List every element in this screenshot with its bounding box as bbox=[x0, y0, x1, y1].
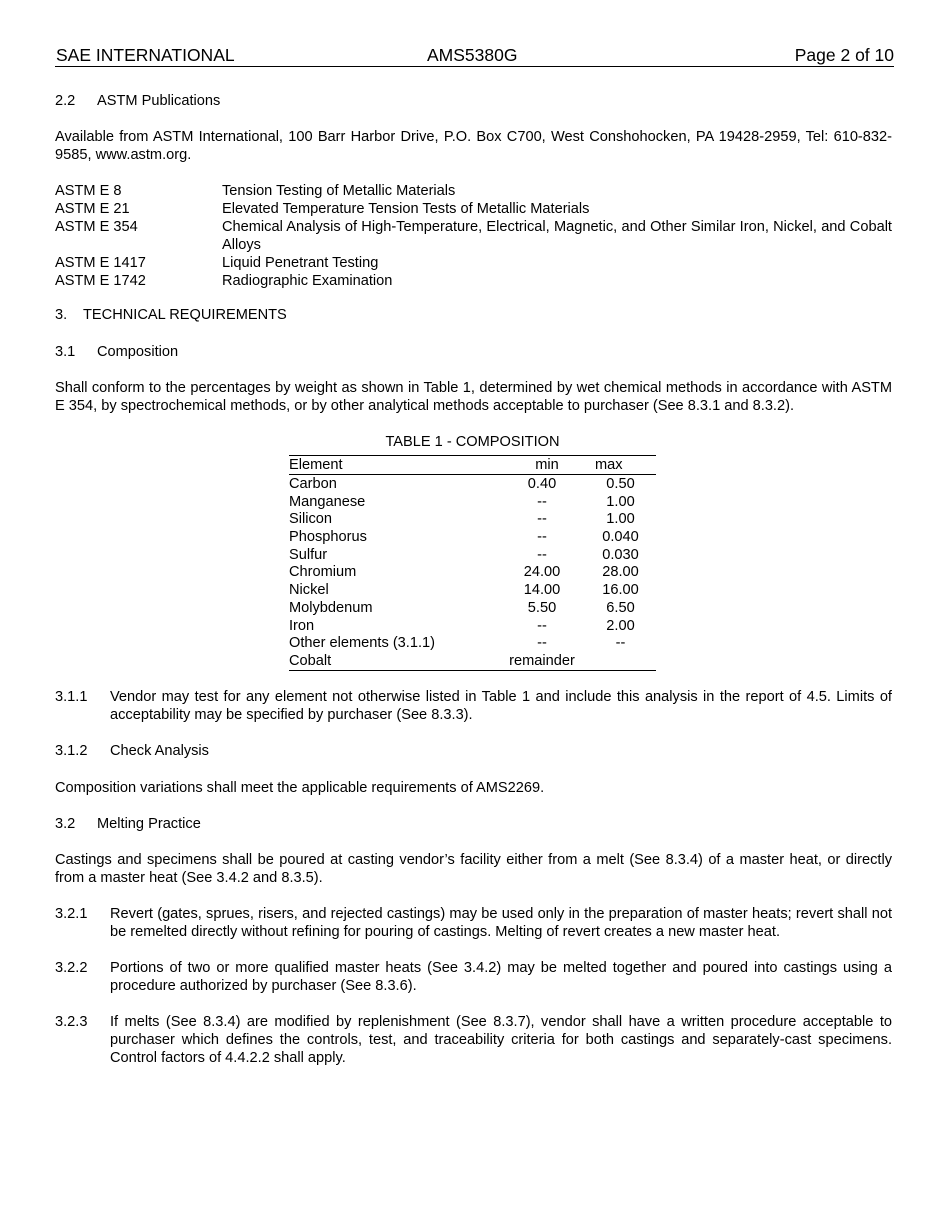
element-cell: Other elements (3.1.1) bbox=[289, 635, 436, 652]
element-cell: Molybdenum bbox=[289, 599, 373, 616]
section-number: 2.2 bbox=[55, 93, 76, 109]
astm-availability-paragraph: Available from ASTM International, 100 Barr Harbor Drive, P.O. Box C700, West Conshohocken, PA 19428-2959, Tel: 610-832-9585, www.astm.org. bbox=[55, 129, 892, 163]
section-number: 3.1.1 bbox=[55, 689, 88, 705]
section-number: 3.2.1 bbox=[55, 906, 88, 922]
section-number: 3.2.2 bbox=[55, 960, 88, 976]
table-row bbox=[289, 617, 656, 635]
section-number: 3. bbox=[55, 307, 68, 323]
reference-code: ASTM E 354 bbox=[55, 219, 138, 235]
section-number: 3.2.3 bbox=[55, 1014, 88, 1030]
section-3-1-2-heading bbox=[55, 742, 892, 760]
section-3-2-heading bbox=[55, 815, 892, 833]
reference-code: ASTM E 1417 bbox=[55, 255, 146, 271]
reference-code: ASTM E 21 bbox=[55, 201, 130, 217]
table-caption: TABLE 1 - COMPOSITION bbox=[385, 434, 560, 450]
table-row bbox=[289, 528, 656, 546]
table-row bbox=[289, 634, 656, 652]
melting-practice-paragraph: Castings and specimens shall be poured at casting vendor’s facility either from a melt (See 8.3.4) of a master heat, or directly from a master heat (See 3.4.2 and 8.3.5). bbox=[55, 852, 892, 886]
max-cell: 0.030 bbox=[602, 546, 639, 563]
min-cell: -- bbox=[537, 511, 547, 528]
reference-code: ASTM E 8 bbox=[55, 183, 122, 199]
section-title: Melting Practice bbox=[97, 816, 201, 832]
column-header-min: min bbox=[535, 457, 559, 473]
element-cell: Silicon bbox=[289, 511, 332, 528]
header-organization: SAE INTERNATIONAL bbox=[56, 45, 235, 65]
section-number: 3.2 bbox=[55, 816, 76, 832]
element-cell: Iron bbox=[289, 617, 315, 634]
section-text: If melts (See 8.3.4) are modified by replenishment (See 8.3.7), vendor shall have a written procedure acceptable to purchaser which defines the controls, test, and traceability criteria for both castings and separately-cast specimens. Control factors of 4.4.2.2 shall apply. bbox=[110, 1014, 892, 1066]
reference-item bbox=[55, 200, 892, 218]
min-cell: -- bbox=[537, 546, 547, 563]
element-cell: Nickel bbox=[289, 582, 329, 599]
reference-title: Radiographic Examination bbox=[222, 273, 393, 289]
table-header-row bbox=[289, 456, 656, 475]
max-cell: -- bbox=[615, 635, 626, 652]
table-row bbox=[289, 581, 656, 599]
reference-item bbox=[55, 254, 892, 272]
reference-title: Tension Testing of Metallic Materials bbox=[222, 183, 456, 199]
section-title: TECHNICAL REQUIREMENTS bbox=[83, 307, 287, 323]
header-page-number: Page 2 of 10 bbox=[794, 45, 894, 65]
section-3-2-3 bbox=[55, 1013, 892, 1067]
astm-reference-list bbox=[55, 182, 892, 290]
section-2-2-heading bbox=[55, 92, 892, 110]
min-cell: -- bbox=[537, 635, 547, 652]
max-cell: 16.00 bbox=[602, 582, 639, 599]
section-3-1-1 bbox=[55, 688, 892, 724]
column-header-element: Element bbox=[289, 457, 343, 473]
table-row bbox=[289, 493, 656, 511]
max-cell: 6.50 bbox=[606, 599, 635, 616]
min-cell: -- bbox=[537, 493, 547, 510]
element-cell: Cobalt bbox=[289, 652, 332, 669]
min-cell: 0.40 bbox=[527, 476, 557, 492]
max-cell: 1.00 bbox=[606, 511, 635, 528]
table-row bbox=[289, 599, 656, 617]
page-header bbox=[55, 44, 894, 67]
reference-title: Chemical Analysis of High-Temperature, Electrical, Magnetic, and Other Similar Iron, Nickel, and Cobalt Alloys bbox=[222, 219, 892, 253]
table-row bbox=[289, 546, 656, 564]
section-3-2-1 bbox=[55, 905, 892, 941]
reference-item bbox=[55, 182, 892, 200]
min-cell: 14.00 bbox=[523, 582, 561, 599]
element-cell: Sulfur bbox=[289, 546, 328, 563]
section-text: Revert (gates, sprues, risers, and rejected castings) may be used only in the preparation of master heats; revert shall not be remelted directly without refining for pouring of castings. Melting of revert creates a new master heat. bbox=[110, 906, 892, 940]
min-cell: -- bbox=[537, 617, 547, 634]
section-number: 3.1.2 bbox=[55, 743, 88, 759]
max-cell: 28.00 bbox=[602, 564, 639, 581]
min-cell: 24.00 bbox=[523, 564, 561, 581]
check-analysis-paragraph: Composition variations shall meet the applicable requirements of AMS2269. bbox=[55, 780, 545, 796]
section-3-heading bbox=[55, 306, 892, 324]
reference-title: Liquid Penetrant Testing bbox=[222, 255, 379, 271]
section-title: Composition bbox=[97, 344, 179, 360]
max-cell: 0.040 bbox=[602, 529, 639, 546]
max-cell: 0.50 bbox=[606, 476, 635, 492]
composition-paragraph: Shall conform to the percentages by weight as shown in Table 1, determined by wet chemical methods in accordance with ASTM E 354, by spectrochemical methods, or by other analytical methods acceptable to purchaser (See 8.3.1 and 8.3.2). bbox=[55, 380, 892, 414]
reference-item bbox=[55, 218, 892, 254]
section-3-1-heading bbox=[55, 343, 892, 361]
max-cell: 2.00 bbox=[606, 617, 635, 634]
min-cell: remainder bbox=[509, 652, 575, 669]
table-row bbox=[289, 475, 656, 493]
header-document-number: AMS5380G bbox=[427, 45, 518, 65]
element-cell: Carbon bbox=[289, 476, 337, 492]
section-text: Portions of two or more qualified master heats (See 3.4.2) may be melted together and poured into castings using a procedure authorized by purchaser (See 8.3.6). bbox=[110, 960, 892, 994]
section-title: ASTM Publications bbox=[97, 93, 221, 109]
table-row bbox=[289, 563, 656, 581]
section-number: 3.1 bbox=[55, 344, 76, 360]
min-cell: -- bbox=[537, 529, 547, 546]
table-row bbox=[289, 510, 656, 528]
element-cell: Manganese bbox=[289, 493, 366, 510]
section-text: Vendor may test for any element not otherwise listed in Table 1 and include this analysis in the report of 4.5. Limits of acceptability may be specified by purchaser (See 8.3.3). bbox=[110, 689, 892, 723]
element-cell: Chromium bbox=[289, 564, 357, 581]
min-cell: 5.50 bbox=[527, 599, 557, 616]
max-cell: 1.00 bbox=[606, 493, 635, 510]
reference-item bbox=[55, 272, 892, 290]
section-3-2-2 bbox=[55, 959, 892, 995]
table-row bbox=[289, 652, 656, 670]
max-cell bbox=[585, 652, 656, 670]
reference-title: Elevated Temperature Tension Tests of Metallic Materials bbox=[222, 201, 590, 217]
column-header-max: max bbox=[595, 457, 623, 473]
reference-code: ASTM E 1742 bbox=[55, 273, 146, 289]
composition-table bbox=[289, 455, 656, 671]
element-cell: Phosphorus bbox=[289, 529, 367, 546]
section-title: Check Analysis bbox=[110, 743, 209, 759]
